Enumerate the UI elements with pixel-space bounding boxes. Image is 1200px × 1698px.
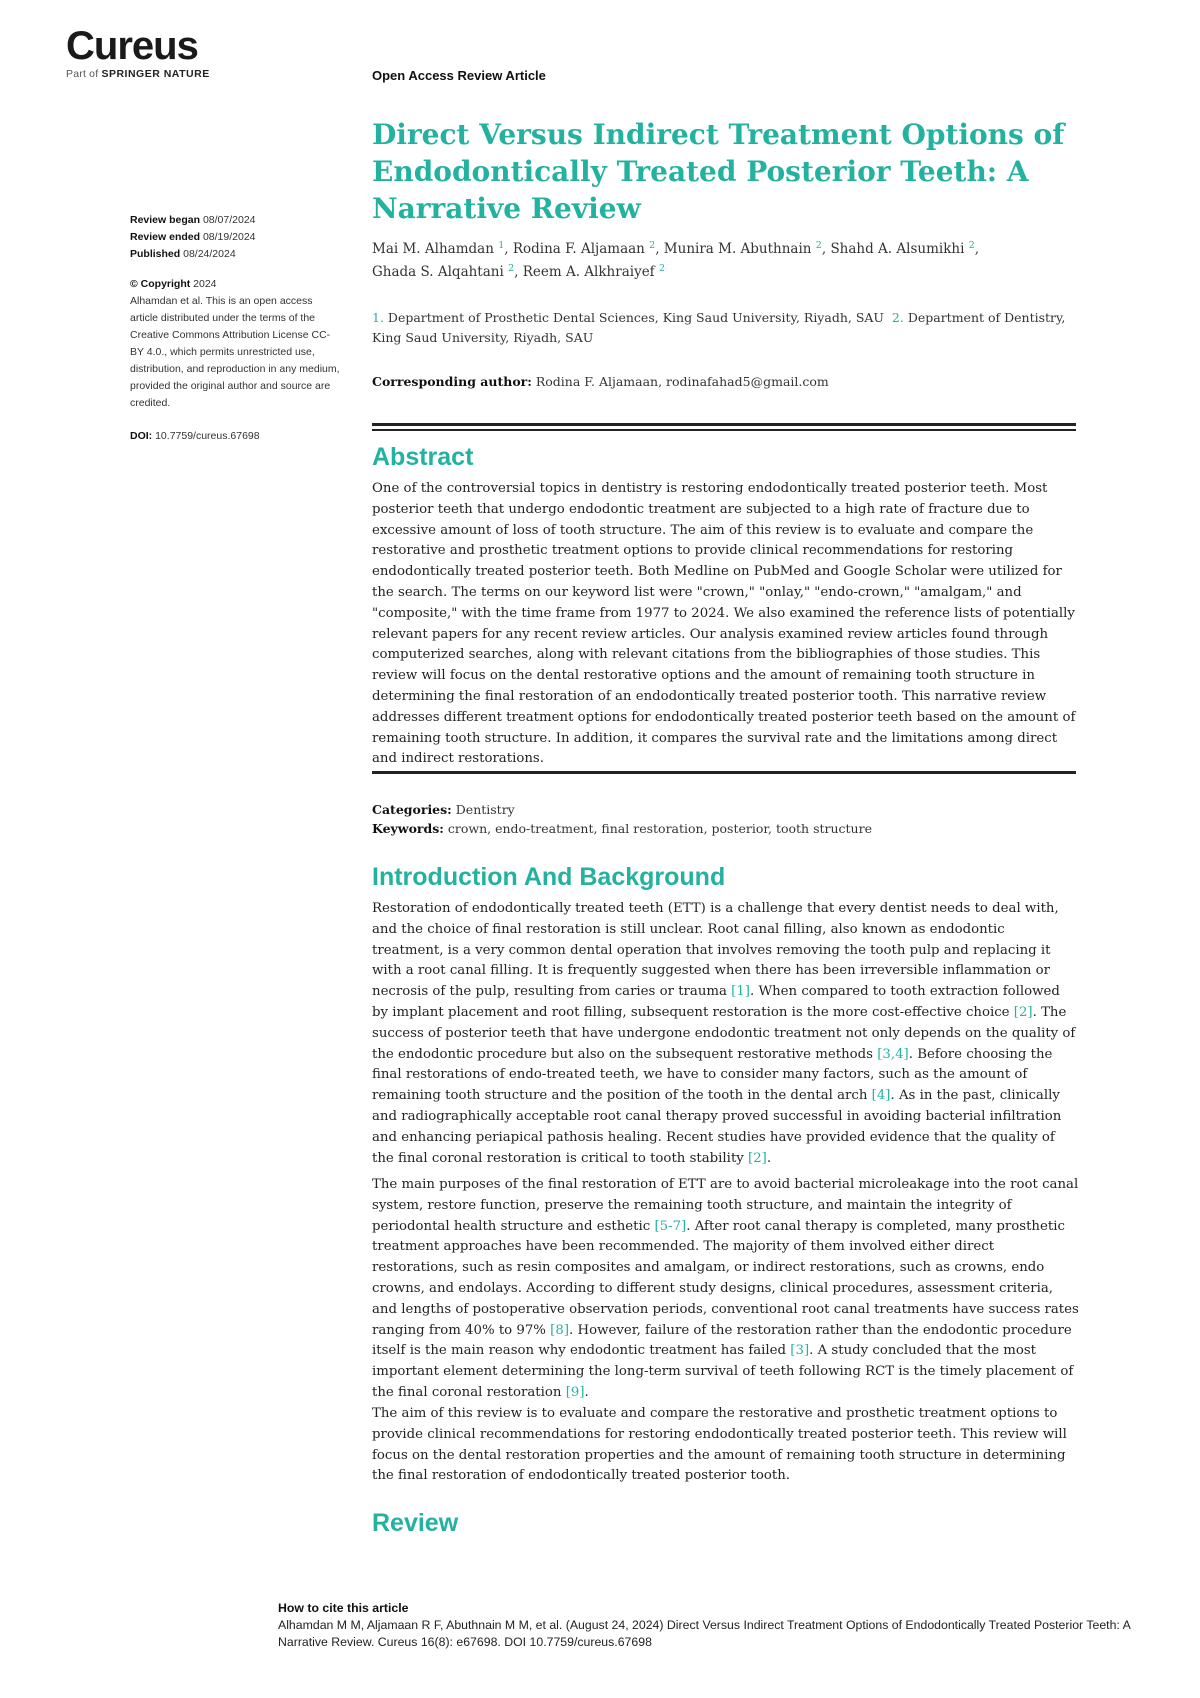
section-divider (372, 771, 1076, 774)
author-name[interactable]: Mai M. Alhamdan (372, 241, 494, 257)
logo-part-of: Part of (66, 68, 99, 80)
affiliation-text: Department of Dentistry, King Saud University, Riyadh, SAU (372, 310, 1066, 345)
reference-link[interactable]: [9] (565, 1384, 585, 1400)
reference-link[interactable]: [1] (731, 984, 750, 1000)
cureus-logo[interactable] (66, 26, 210, 80)
reference-link[interactable]: [5-7] (654, 1218, 687, 1234)
author-name[interactable]: Shahd A. Alsumikhi (830, 241, 965, 257)
doi-line: DOI: 10.7759/cureus.67698 (130, 430, 260, 442)
author-affiliation-marker: 2 (508, 263, 515, 274)
copyright-block (130, 276, 340, 412)
author-name[interactable]: Reem A. Alkhraiyef (522, 264, 655, 280)
categories-line: Categories: Dentistry (372, 802, 515, 817)
author-affiliation-marker: 2 (815, 240, 822, 251)
affiliation-number: 2. (891, 310, 904, 325)
published-date: Published 08/24/2024 (130, 248, 236, 260)
review-dates (130, 212, 340, 263)
author-name[interactable]: Munira M. Abuthnain (663, 241, 812, 257)
logo-subline (66, 68, 210, 80)
logo-wordmark: Cureus (66, 24, 198, 68)
reference-link[interactable]: [3,4] (877, 1046, 909, 1062)
keywords-line: Keywords: crown, endo-treatment, final restoration, posterior, tooth structure (372, 821, 872, 836)
reference-link[interactable]: [8] (550, 1322, 570, 1338)
affiliation-number: 1. (372, 310, 384, 325)
affiliation-text: Department of Prosthetic Dental Sciences, King Saud University, Riyadh, SAU (387, 310, 884, 325)
introduction-paragraph-3: The aim of this review is to evaluate and compare the restorative and prosthetic treatment options to provide clinical recommendations for restoring endodontically treated posterior teeth. This review will focus on the dental restoration properties and the amount of remaining tooth structure in determining the final restoration of endodontically treated posterior tooth. (372, 1406, 1067, 1484)
citation-text: Alhamdan M M, Aljamaan R F, Abuthnain M M, et al. (August 24, 2024) Direct Versus Indirect Treatment Options of Endodontically Treated Posterior Teeth: A Narrative Review. Cureus 16(8): e67698. DOI 10.7759/cureus.67698 (278, 1618, 1131, 1649)
introduction-paragraph-1: Restoration of endodontically treated teeth (ETT) is a challenge that every dentist needs to deal with, and the choice of final restoration is still unclear. Root canal filling, also known as endodontic treatment, is a very common dental operation that involves removing the tooth pulp and replacing it with a root canal filling. It is frequently suggested when there has been irreversible inflammation or necrosis of the pulp, resulting from caries or trauma [1]. When compared to tooth extraction followed by implant placement and root filling, subsequent restoration is the more cost-effective choice [2]. The success of posterior teeth that have undergone endodontic treatment not only depends on the quality of the endodontic procedure but also on the subsequent restorative methods [3,4]. Before choosing the final restorations of endo-treated teeth, we have to consider many factors, such as the amount of remaining tooth structure and the position of the tooth in the dental arch [4]. As in the past, clinically and radiographically acceptable root canal therapy proved successful in avoiding bacterial infiltration and enhancing periapical pathosis healing. Recent studies have provided evidence that the quality of the final coronal restoration is critical to tooth stability [2]. (372, 901, 1076, 1166)
categories-keywords (372, 800, 1080, 838)
author-affiliation-marker: 2 (968, 240, 975, 251)
citation-label: How to cite this article (278, 1601, 409, 1615)
reference-link[interactable]: [2] (748, 1150, 767, 1166)
author-affiliation-marker: 2 (649, 240, 656, 251)
license-text: Alhamdan et al. This is an open access article distributed under the terms of the Creative Commons Attribution License CC-BY 4.0., which permits unrestricted use, distribution, and reproduction in any medium, provided the original author and source are credited. (130, 295, 340, 409)
corresponding-author-contact[interactable]: Rodina F. Aljamaan, rodinafahad5@gmail.com (535, 374, 829, 389)
author-name[interactable]: Rodina F. Aljamaan (512, 241, 645, 257)
author-list: Mai M. Alhamdan $^1$, Rodina F. Aljamaan $^2$, Munira M. Abuthnain $^2$, Shahd A. Alsumikhi $^2$, Ghada S. Alqahtani $^2$, Reem A. Alkhraiyef $^2$ (372, 240, 980, 280)
article-type: Open Access Review Article (372, 68, 546, 83)
review-began: Review began 08/07/2024 (130, 214, 256, 226)
author-affiliation-marker: 1 (498, 240, 505, 251)
copyright-line: © Copyright 2024 (130, 278, 217, 290)
reference-link[interactable]: [3] (790, 1343, 810, 1359)
reference-link[interactable]: [2] (1013, 1004, 1033, 1020)
review-ended: Review ended 08/19/2024 (130, 231, 256, 243)
author-affiliation-marker: 2 (658, 263, 666, 274)
author-name[interactable]: Ghada S. Alqahtani (372, 264, 504, 280)
corresponding-author: Corresponding author: Rodina F. Aljamaan, rodinafahad5@gmail.com (372, 374, 829, 389)
doi-link[interactable]: 10.7759/cureus.67698 (155, 430, 260, 442)
section-divider (372, 423, 1076, 431)
abstract-text: One of the controversial topics in dentistry is restoring endodontically treated posterior teeth. Most posterior teeth that undergo endodontic treatment are subjected to a high rate of fracture due to excessive amount of loss of tooth structure. The aim of this review is to evaluate and compare the restorative and prosthetic treatment options to provide clinical recommendations for restoring endodontically treated posterior teeth. Both Medline on PubMed and Google Scholar were utilized for the search. The terms on our keyword list were "crown," "onlay," "endo-crown," "amalgam," and "composite," with the time frame from 1977 to 2024. We also examined the reference lists of potentially relevant papers for any recent review articles. Our analysis examined review articles found through computerized searches, along with relevant citations from the bibliographies of those studies. This review will focus on the dental restorative options and the amount of remaining tooth structure in determining the final restoration of an endodontically treated posterior tooth. This narrative review addresses different treatment options for endodontically treated posterior teeth based on the amount of remaining tooth structure. In addition, it compares the survival rate and the limitations among direct and indirect restorations. (372, 481, 1076, 767)
introduction-paragraph-2: The main purposes of the final restoration of ETT are to avoid bacterial microleakage into the root canal system, restore function, preserve the remaining tooth structure, and maintain the integrity of periodontal health structure and esthetic [5-7]. After root canal therapy is completed, many prosthetic treatment approaches have been recommended. The majority of them involved either direct restorations, such as resin composites and amalgam, or indirect restorations, such as crowns, endo crowns, and endolays. According to different study designs, clinical procedures, assessment criteria, and lengths of postoperative observation periods, conventional root canal treatments have success rates ranging from 40% to 97% [8]. However, failure of the restoration rather than the endodontic procedure itself is the main reason why endodontic treatment has failed [3]. A study concluded that the most important element determining the long-term survival of teeth following RCT is the timely placement of the final coronal restoration [9]. (372, 1177, 1079, 1400)
logo-publisher: SPRINGER NATURE (101, 68, 210, 80)
introduction-heading: Introduction And Background (372, 863, 726, 891)
abstract-heading: Abstract (372, 443, 474, 471)
reference-link[interactable]: [4] (871, 1088, 891, 1104)
review-heading: Review (372, 1509, 459, 1537)
citation-footer (278, 1600, 1138, 1651)
affiliations (372, 308, 1082, 348)
article-title: Direct Versus Indirect Treatment Options of Endodontically Treated Posterior Teeth: A Narrative Review (372, 118, 1065, 225)
